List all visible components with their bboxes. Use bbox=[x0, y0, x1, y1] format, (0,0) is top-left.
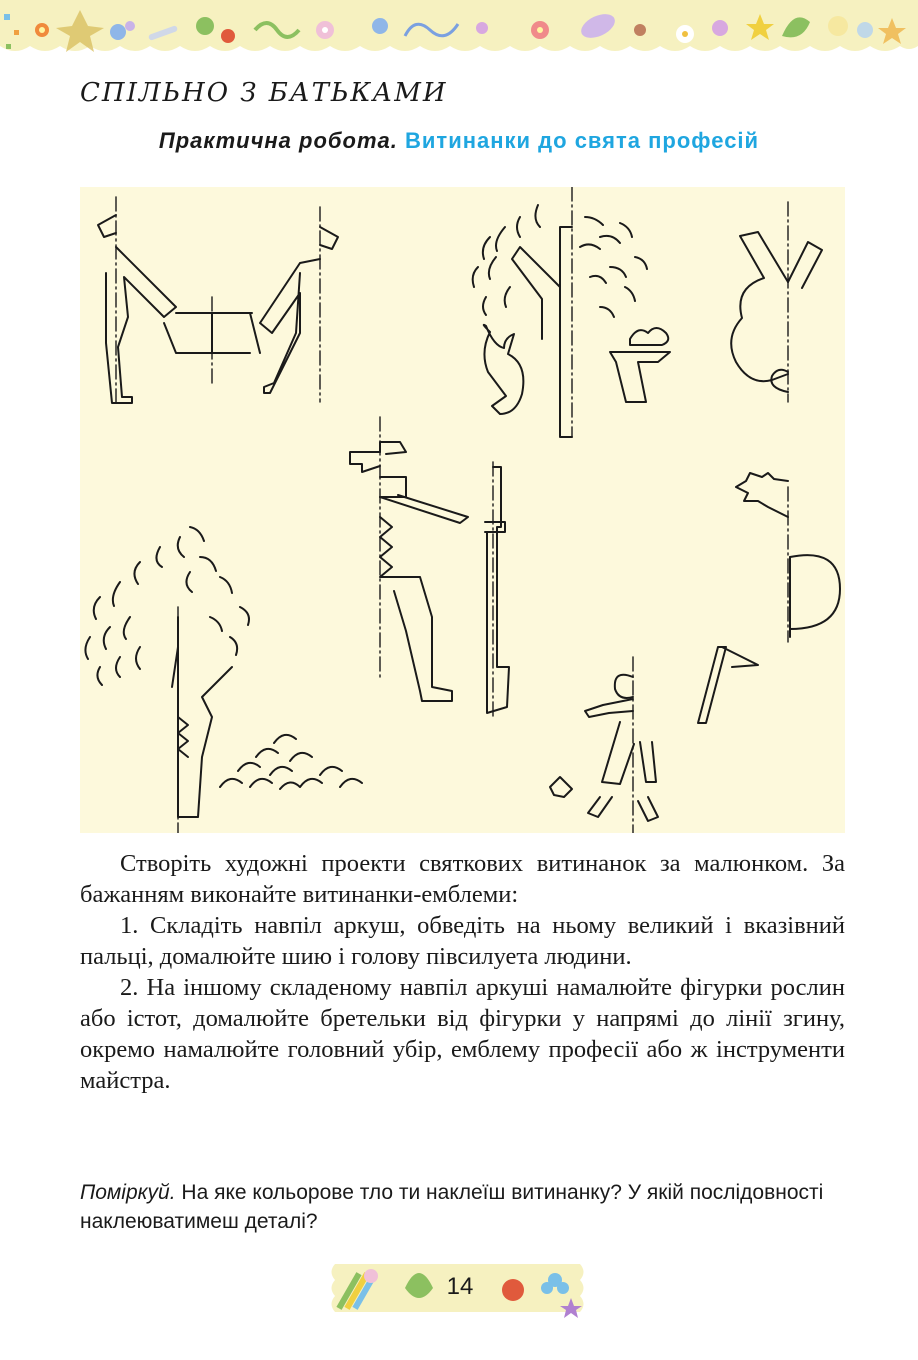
instructions-text bbox=[80, 848, 845, 1096]
flower-icon bbox=[35, 23, 49, 37]
practical-work-topic: Витинанки до свята професій bbox=[405, 128, 760, 153]
think-text: На яке кольорове тло ти наклеїш витинанку? У якій послідовності наклеюватимеш деталі? bbox=[80, 1181, 824, 1233]
instructions-paragraph-intro: Створіть художні проекти святкових витинанок за малюнком. За бажанням виконайте витинанки-емблеми: bbox=[80, 850, 845, 908]
page-number: 14 bbox=[446, 1273, 474, 1300]
instructions-step-1: 1. Складіть навпіл аркуш, обведіть на ньому великий і вказівний пальці, домалюйте шию і голову півсилуета людини. bbox=[80, 912, 845, 970]
decorative-top-border bbox=[0, 0, 918, 60]
illustration-panel bbox=[80, 187, 845, 833]
practical-work-lead: Практична робота. bbox=[158, 128, 398, 153]
section-label: СПІЛЬНО З БАТЬКАМИ bbox=[80, 78, 448, 108]
think-question bbox=[80, 1178, 845, 1236]
practical-work-heading bbox=[0, 128, 918, 154]
think-lead: Поміркуй. bbox=[80, 1181, 176, 1204]
instructions-step-2: 2. На іншому складеному навпіл аркуші намалюйте фігурки рослин або істот, домалюйте бретельки від фігурки у напрямі до лінії згину, окремо намалюйте головний убір, емблему професії або ж інструменти майстра. bbox=[80, 974, 845, 1094]
